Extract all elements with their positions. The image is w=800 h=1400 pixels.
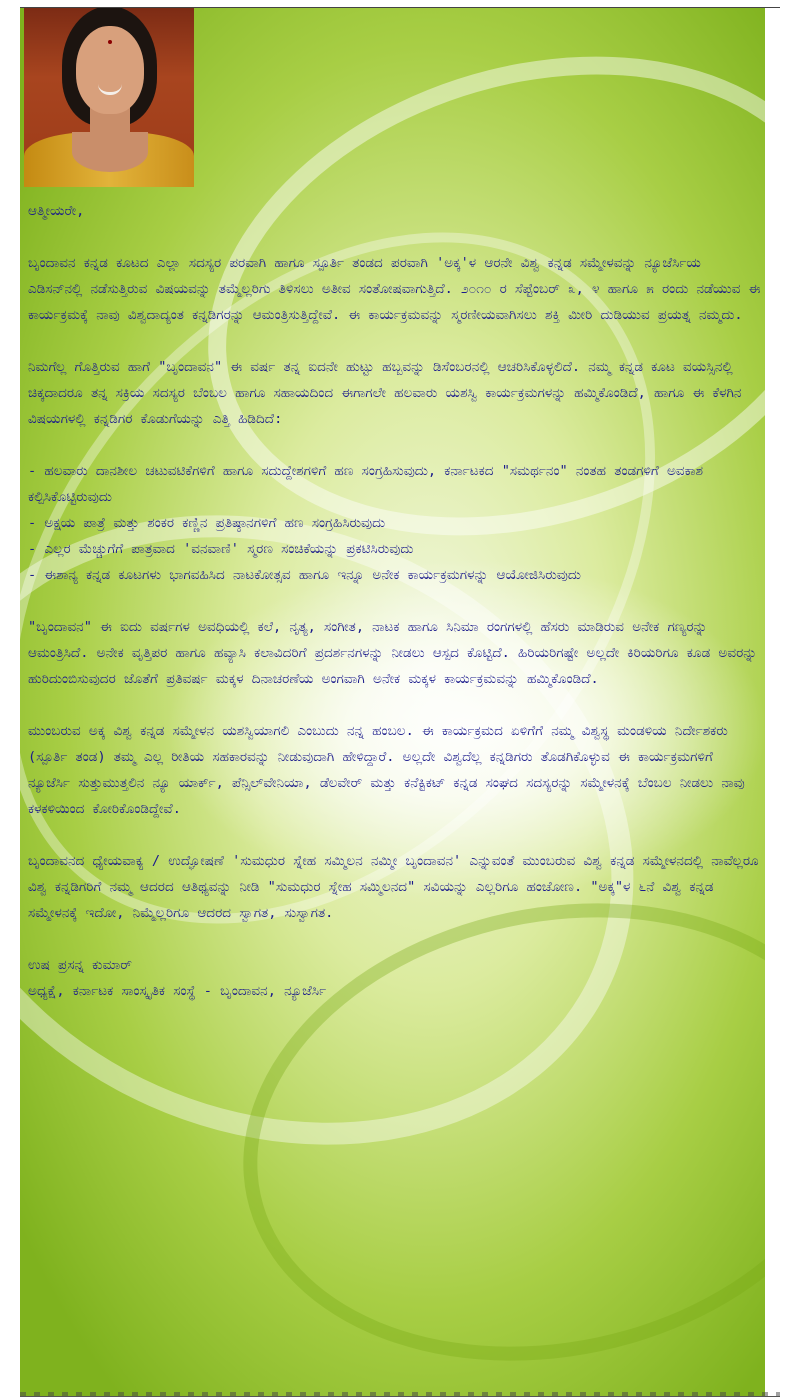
paragraph-2: ನಿಮಗೆಲ್ಲ ಗೊತ್ತಿರುವ ಹಾಗೆ "ಬೃಂದಾವನ" ಈ ವರ್ಷ ತನ್ನ ಐದನೇ ಹುಟ್ಟು ಹಬ್ಬವನ್ನು ಡಿಸೆಂಬರನಲ್ಲಿ ಆಚರಿಸಿಕೊಳ್ಳಲಿದೆ. ನಮ್ಮ ಕನ್ನಡ ಕೂಟ ವಯಸ್ಸಿನಲ್ಲಿ ಚಿಕ್ಕದಾದರೂ ತನ್ನ ಸಕ್ರಿಯ ಸದಸ್ಯರ ಬೆಂಬಲ ಹಾಗೂ ಸಹಾಯದಿಂದ ಈಗಾಗಲೇ ಹಲವಾರು ಯಶಸ್ವಿ ಕಾರ್ಯಕ್ರಮಗಳನ್ನು ಹಮ್ಮಿಕೊಂಡಿದೆ, ಹಾಗೂ ಈ ಕೆಳಗಿನ ವಿಷಯಗಳಲ್ಲಿ ಕನ್ನಡಿಗರ ಕೊಡುಗೆಯನ್ನು ಎತ್ತಿ ಹಿಡಿದಿದೆ:	[28, 359, 742, 427]
signature-title: ಅಧ್ಯಕ್ಷೆ, ಕರ್ನಾಟಕ ಸಾಂಸ್ಕೃತಿಕ ಸಂಸ್ಥೆ - ಬೃಂದಾವನ, ನ್ಯೂಜೆರ್ಸಿ	[28, 983, 327, 999]
letter-body	[28, 198, 763, 1030]
list-item: - ಈಶಾನ್ಯ ಕನ್ನಡ ಕೂಟಗಳು ಭಾಗವಹಿಸಿದ ನಾಟಕೋತ್ಸವ ಹಾಗೂ ಇನ್ನೂ ಅನೇಕ ಕಾರ್ಯಕ್ರಮಗಳನ್ನು ಆಯೋಜಿಸಿರುವುದು	[28, 567, 581, 583]
signature-name: ಉಷ ಪ್ರಸನ್ನ ಕುಮಾರ್	[28, 957, 132, 973]
portrait-photo	[24, 8, 194, 187]
signature	[28, 952, 763, 1004]
letter-panel	[20, 8, 765, 1396]
list-item: - ಎಲ್ಲರ ಮೆಚ್ಚುಗೆಗೆ ಪಾತ್ರವಾದ 'ವನವಾಣಿ' ಸ್ಮರಣ ಸಂಚಿಕೆಯನ್ನು ಪ್ರಕಟಿಸಿರುವುದು	[28, 541, 414, 557]
bullet-list	[28, 458, 763, 588]
paragraph-4: ಮುಂಬರುವ ಅಕ್ಕ ವಿಶ್ವ ಕನ್ನಡ ಸಮ್ಮೇಳನ ಯಶಸ್ವಿಯಾಗಲಿ ಎಂಬುದು ನನ್ನ ಹಂಬಲ. ಈ ಕಾರ್ಯಕ್ರಮದ ಏಳಿಗೆಗೆ ನಮ್ಮ ವಿಶ್ವಸ್ಥ ಮಂಡಳಿಯ ನಿರ್ದೇಶಕರು (ಸ್ಪೂರ್ತಿ ತಂಡ) ತಮ್ಮ ಎಲ್ಲ ರೀತಿಯ ಸಹಕಾರವನ್ನು ನೀಡುವುದಾಗಿ ಹೇಳಿದ್ದಾರೆ. ಅಲ್ಲದೇ ವಿಶ್ವದೆಲ್ಲ ಕನ್ನಡಿಗರು ತೊಡಗಿಕೊಳ್ಳುವ ಈ ಕಾರ್ಯಕ್ರಮಗಳಿಗೆ ನ್ಯೂಜೆರ್ಸಿ ಸುತ್ತುಮುತ್ತಲಿನ ನ್ಯೂ ಯಾರ್ಕ್, ಪೆನ್ಸಿಲ್‌ವೇನಿಯಾ, ಡೆಲವೇರ್ ಮತ್ತು ಕನೆಕ್ಟಿಕಟ್ ಕನ್ನಡ ಸಂಘದ ಸದಸ್ಯರನ್ನು ಸಮ್ಮೇಳನಕ್ಕೆ ಬೆಂಬಲ ನೀಡಲು ನಾವು ಕಳಕಳಿಯಿಂದ ಕೋರಿಕೊಂಡಿದ್ದೇವೆ.	[28, 723, 745, 817]
list-item: - ಹಲವಾರು ದಾನಶೀಲ ಚಟುವಟಿಕೆಗಳಿಗೆ ಹಾಗೂ ಸದುದ್ದೇಶಗಳಿಗೆ ಹಣ ಸಂಗ್ರಹಿಸುವುದು, ಕರ್ನಾಟಕದ "ಸಮರ್ಥನಂ" ನಂತಹ ತಂಡಗಳಿಗೆ ಅವಕಾಶ ಕಲ್ಪಿಸಿಕೊಟ್ಟಿರುವುದು	[28, 463, 704, 505]
salutation: ಆತ್ಮೀಯರೇ,	[28, 203, 85, 219]
bottom-border	[20, 1396, 780, 1397]
list-item: - ಅಕ್ಷಯ ಪಾತ್ರೆ ಮತ್ತು ಶಂಕರ ಕಣ್ಣಿನ ಪ್ರತಿಷ್ಠಾನಗಳಿಗೆ ಹಣ ಸಂಗ್ರಹಿಸಿರುವುದು	[28, 515, 386, 531]
paragraph-5: ಬೃಂದಾವನದ ಧ್ಯೇಯವಾಕ್ಯ / ಉದ್ಘೋಷಣೆ 'ಸುಮಧುರ ಸ್ನೇಹ ಸಮ್ಮಿಲನ ನಮ್ಮೀ ಬೃಂದಾವನ' ಎನ್ನುವಂತೆ ಮುಂಬರುವ ವಿಶ್ವ ಕನ್ನಡ ಸಮ್ಮೇಳನದಲ್ಲಿ ನಾವೆಲ್ಲರೂ ವಿಶ್ವ ಕನ್ನಡಿಗರಿಗೆ ನಮ್ಮ ಆದರದ ಆತಿಥ್ಯವನ್ನು ನೀಡಿ "ಸುಮಧುರ ಸ್ನೇಹ ಸಮ್ಮಿಲನದ" ಸವಿಯನ್ನು ಎಲ್ಲರಿಗೂ ಹಂಚೋಣ. "ಅಕ್ಕ"ಳ ೬ನೆ ವಿಶ್ವ ಕನ್ನಡ ಸಮ್ಮೇಳನಕ್ಕೆ ಇದೋ, ನಿಮ್ಮೆಲ್ಲರಿಗೂ ಆದರದ ಸ್ವಾಗತ, ಸುಸ್ವಾಗತ.	[28, 853, 759, 921]
paragraph-3: "ಬೃಂದಾವನ" ಈ ಐದು ವರ್ಷಗಳ ಅವಧಿಯಲ್ಲಿ ಕಲೆ, ನೃತ್ಯ, ಸಂಗೀತ, ನಾಟಕ ಹಾಗೂ ಸಿನಿಮಾ ರಂಗಗಳಲ್ಲಿ ಹೆಸರು ಮಾಡಿರುವ ಅನೇಕ ಗಣ್ಯರನ್ನು ಆಮಂತ್ರಿಸಿದೆ. ಅನೇಕ ವೃತ್ತಿಪರ ಹಾಗೂ ಹವ್ಯಾಸಿ ಕಲಾವಿದರಿಗೆ ಪ್ರದರ್ಶನಗಳನ್ನು ನೀಡಲು ಆಸ್ಪದ ಕೊಟ್ಟಿದೆ. ಹಿರಿಯರಿಗಷ್ಟೇ ಅಲ್ಲದೇ ಕಿರಿಯರಿಗೂ ಕೂಡ ಅವರನ್ನು ಹುರಿದುಂಬಿಸುವುದರ ಜೊತೆಗೆ ಪ್ರತಿವರ್ಷ ಮಕ್ಕಳ ದಿನಾಚರಣೆಯ ಅಂಗವಾಗಿ ಅನೇಕ ಮಕ್ಕಳ ಕಾರ್ಯಕ್ರಮವನ್ನು ಹಮ್ಮಿಕೊಂಡಿದೆ.	[28, 619, 758, 687]
paragraph-1: ಬೃಂದಾವನ ಕನ್ನಡ ಕೂಟದ ಎಲ್ಲಾ ಸದಸ್ಯರ ಪರವಾಗಿ ಹಾಗೂ ಸ್ಪೂರ್ತಿ ತಂಡದ ಪರವಾಗಿ 'ಅಕ್ಕ'ಳ ಆರನೇ ವಿಶ್ವ ಕನ್ನಡ ಸಮ್ಮೇಳವನ್ನು ನ್ಯೂಜೆರ್ಸಿಯ ಎಡಿಸನ್‌ನಲ್ಲಿ ನಡೆಸುತ್ತಿರುವ ವಿಷಯವನ್ನು ತಮ್ಮೆಲ್ಲರಿಗು ತಿಳಿಸಲು ಅತೀವ ಸಂತೋಷವಾಗುತ್ತಿದೆ. ೨೦೧೦ ರ ಸೆಪ್ಟೆಂಬರ್ ೩, ೪ ಹಾಗೂ ೫ ರಂದು ನಡೆಯುವ ಈ ಕಾರ್ಯಕ್ರಮಕ್ಕೆ ನಾವು ವಿಶ್ವದಾದ್ಯಂತ ಕನ್ನಡಿಗರನ್ನು ಆಮಂತ್ರಿಸುತ್ತಿದ್ದೇವೆ. ಈ ಕಾರ್ಯಕ್ರಮವನ್ನು ಸ್ಮರಣೀಯವಾಗಿಸಲು ಶಕ್ತಿ ಮೀರಿ ದುಡಿಯುವ ಪ್ರಯತ್ನ ನಮ್ಮದು.	[28, 255, 761, 323]
